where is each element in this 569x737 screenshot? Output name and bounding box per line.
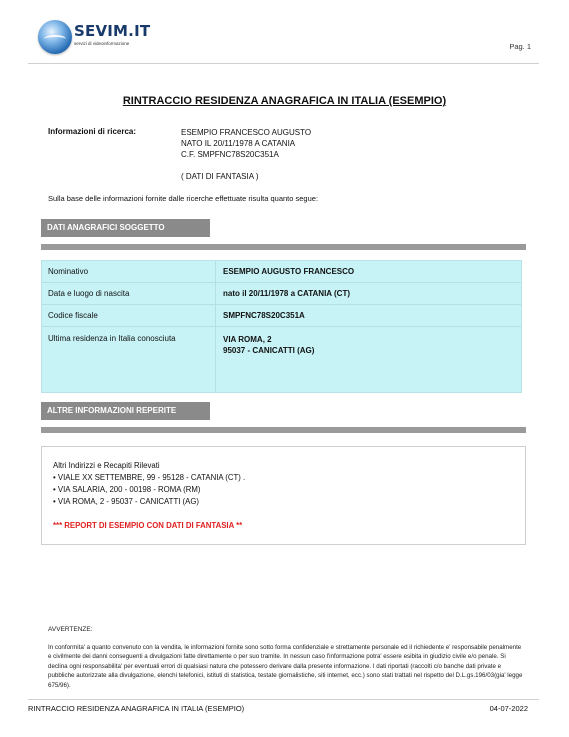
field-value: nato il 20/11/1978 a CATANIA (CT): [223, 289, 350, 298]
other-info-line: • VIALE XX SETTEMBRE, 99 - 95128 - CATANIA (CT) .: [53, 473, 246, 482]
section-header-dati-anagrafici: DATI ANAGRAFICI SOGGETTO: [41, 219, 210, 237]
footer-divider: [28, 699, 539, 700]
footer-date: 04-07-2022: [489, 704, 528, 713]
search-info-label: Informazioni di ricerca:: [48, 127, 137, 136]
search-info-note: ( DATI DI FANTASIA ): [181, 172, 259, 181]
section-header-altre-informazioni: ALTRE INFORMAZIONI REPERITE: [41, 402, 210, 420]
page-number: Pag. 1: [509, 42, 531, 51]
section-divider: [41, 427, 526, 433]
other-info-line: Altri Indirizzi e Recapiti Rilevati: [53, 461, 160, 470]
field-label: Codice fiscale: [48, 311, 98, 320]
section-divider: [41, 244, 526, 250]
row-divider: [42, 326, 521, 327]
field-value-line2: 95037 - CANICATTI (AG): [223, 346, 315, 355]
header-divider: [28, 63, 539, 64]
field-label: Data e luogo di nascita: [48, 289, 130, 298]
intro-text: Sulla base delle informazioni fornite dalle ricerche effettuate risulta quanto segue:: [48, 194, 319, 203]
sample-report-note: *** REPORT DI ESEMPIO CON DATI DI FANTASIA **: [53, 521, 243, 530]
search-info-line: ESEMPIO FRANCESCO AUGUSTO: [181, 128, 312, 137]
other-info-line: • VIA ROMA, 2 - 95037 - CANICATTI (AG): [53, 497, 199, 506]
field-label: Ultima residenza in Italia conosciuta: [48, 334, 176, 343]
other-info-box: [41, 446, 526, 545]
other-info-line: • VIA SALARIA, 200 - 00198 - ROMA (RM): [53, 485, 201, 494]
personal-data-table: [41, 260, 522, 393]
field-label: Nominativo: [48, 267, 89, 276]
row-divider: [42, 282, 521, 283]
footer-title: RINTRACCIO RESIDENZA ANAGRAFICA IN ITALIA (ESEMPIO): [28, 704, 245, 713]
globe-icon: [38, 20, 72, 54]
field-value: ESEMPIO AUGUSTO FRANCESCO: [223, 267, 355, 276]
logo-name: SEVIM.IT: [74, 22, 151, 40]
warning-text: In conformita' a quanto convenuto con la vendita, le informazioni fornite sono sotto forma confidenziale e strettamente personale ed il richiedente e' responsabile penalmente e civilmente dei danni conseguenti a divulgazioni fatte direttamente o per suo tramite. In nessun caso l'informazione potra' essere esibita in giudizio civile e/o penale. Si declina ogni responsabilita' per eventuali errori di qualsiasi natura che potessero derivare dalla presente informazione. I dati riportati (raccolti c/o banche dati private e pubbliche autorizzate alla divulgazione, elenchi telefonici, istituti di statistica, testate giornalistiche, siti internet, ecc.) sono stati trattati nel rispetto del D.L.gs.196/03(gia' legge 675/96).: [48, 644, 523, 689]
warning-title: AVVERTENZE:: [48, 626, 93, 633]
logo-tagline: servizi di videoinformazione: [74, 41, 130, 46]
field-value: VIA ROMA, 2: [223, 335, 272, 344]
page-title: RINTRACCIO RESIDENZA ANAGRAFICA IN ITALIA (ESEMPIO): [122, 95, 447, 107]
field-value: SMPFNC78S20C351A: [223, 311, 305, 320]
search-info-line: C.F. SMPFNC78S20C351A: [181, 150, 279, 159]
logo: [38, 18, 151, 58]
row-divider: [42, 304, 521, 305]
search-info-line: NATO IL 20/11/1978 A CATANIA: [181, 139, 296, 148]
